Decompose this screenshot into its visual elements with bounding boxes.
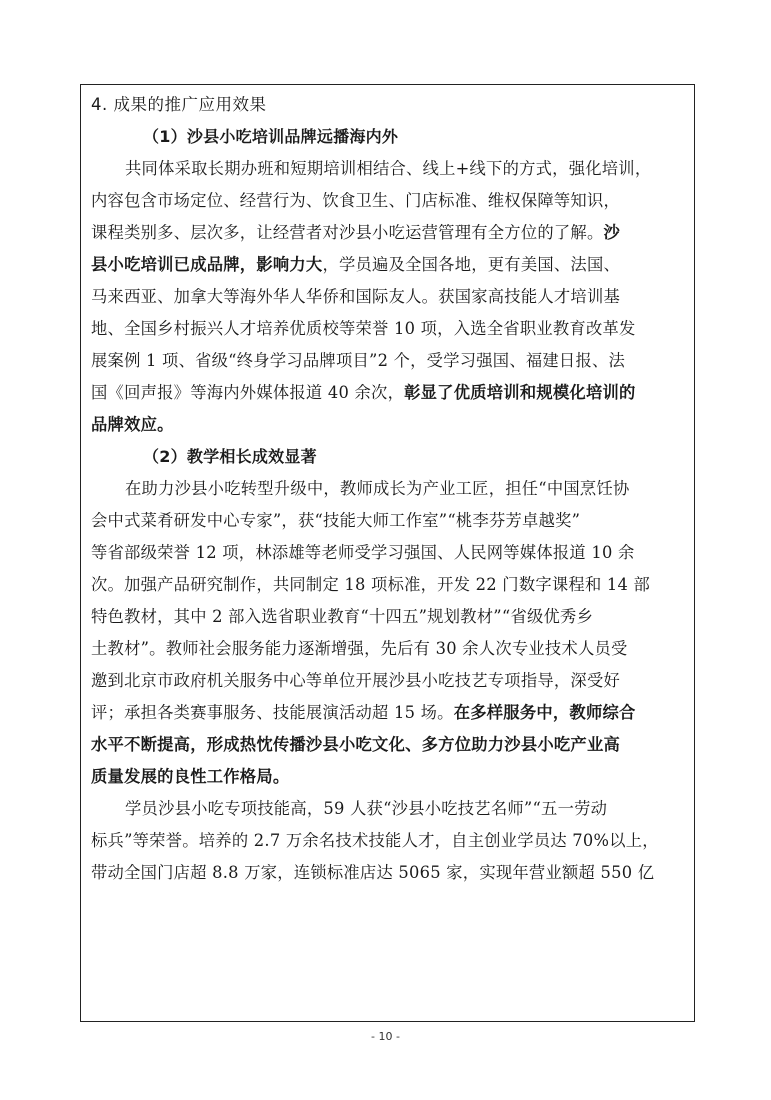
text-line: [91, 793, 681, 825]
subsection-heading-1: （1）沙县小吃培训品牌远播海内外: [143, 127, 399, 146]
text-run: 特色教材，其中 2 部入选省职业教育“十四五”规划教材”“省级优秀乡: [91, 607, 594, 626]
text-run: 展案例 1 项、省级“终身学习品牌项目”2 个，受学习强国、福建日报、法: [91, 351, 626, 370]
paragraph-1: [91, 153, 681, 441]
text-line: [91, 153, 681, 185]
paragraph-2: [91, 473, 681, 793]
text-run: 会中式菜肴研发中心专家”，获“技能大师工作室”“桃李芬芳卓越奖”: [91, 511, 581, 530]
text-line: [91, 633, 681, 665]
text-line: [91, 409, 681, 441]
text-line: [91, 505, 681, 537]
bold-text-run: 彰显了优质培训和规模化培训的: [404, 383, 636, 402]
text-run: 课程类别多、层次多，让经营者对沙县小吃运营管理有全方位的了解。: [91, 223, 604, 242]
text-line: [91, 601, 681, 633]
text-line: [91, 665, 681, 697]
text-line: [91, 825, 681, 857]
text-run: 土教材”。教师社会服务能力逐渐增强，先后有 30 余人次专业技术人员受: [91, 639, 628, 658]
text-line: [91, 313, 681, 345]
text-run: 带动全国门店超 8.8 万家，连锁标准店达 5065 家，实现年营业额超 550 亿: [91, 863, 655, 882]
text-line: [91, 761, 681, 793]
text-run: 学员沙县小吃专项技能高，59 人获“沙县小吃技艺名师”“五一劳动: [125, 799, 608, 818]
text-run: 马来西亚、加拿大等海外华人华侨和国际友人。获国家高技能人才培训基: [91, 287, 621, 306]
text-line: [91, 473, 681, 505]
bold-text-run: 在多样服务中，教师综合: [453, 703, 636, 722]
frame-content: [91, 89, 681, 889]
text-run: 国《回声报》等海内外媒体报道 40 余次，: [91, 383, 405, 402]
text-run: 共同体采取长期办班和短期培训相结合、线上+线下的方式，强化培训，: [125, 159, 652, 178]
text-line: [91, 697, 681, 729]
bold-text-run: 县小吃培训已成品牌，影响力大: [91, 255, 323, 274]
text-line: [91, 569, 681, 601]
text-line: [91, 281, 681, 313]
text-run: 在助力沙县小吃转型升级中，教师成长为产业工匠，担任“中国烹饪协: [125, 479, 630, 498]
text-line: [91, 537, 681, 569]
bold-text-run: 质量发展的良性工作格局。: [91, 767, 290, 786]
text-line: [91, 249, 681, 281]
text-run: 内容包含市场定位、经营行为、饮食卫生、门店标准、维权保障等知识，: [91, 191, 621, 210]
bordered-text-frame: [80, 84, 695, 1022]
text-line: [91, 345, 681, 377]
text-line: [91, 185, 681, 217]
section-heading: 4. 成果的推广应用效果: [91, 95, 267, 114]
text-run: 标兵”等荣誉。培养的 2.7 万余名技术技能人才，自主创业学员达 70%以上，: [91, 831, 659, 850]
subsection-heading-2: （2）教学相长成效显著: [143, 447, 317, 466]
text-run: 邀到北京市政府机关服务中心等单位开展沙县小吃技艺专项指导，深受好: [91, 671, 621, 690]
text-run: 评；承担各类赛事服务、技能展演活动超 15 场。: [91, 703, 454, 722]
paragraph-3: [91, 793, 681, 889]
text-run: 等省部级荣誉 12 项，林添雄等老师受学习强国、人民网等媒体报道 10 余: [91, 543, 635, 562]
bold-text-run: 沙: [603, 223, 621, 242]
bold-text-run: 品牌效应。: [91, 415, 174, 434]
text-run: 地、全国乡村振兴人才培养优质校等荣誉 10 项，入选全省职业教育改革发: [91, 319, 636, 338]
page-number: - 10 -: [371, 1030, 400, 1043]
text-run: ，学员遍及全国各地，更有美国、法国、: [322, 255, 621, 274]
text-line: [91, 857, 681, 889]
bold-text-run: 水平不断提高，形成热忱传播沙县小吃文化、多方位助力沙县小吃产业高: [91, 735, 621, 754]
text-line: [91, 377, 681, 409]
text-run: 次。加强产品研究制作，共同制定 18 项标准，开发 22 门数字课程和 14 部: [91, 575, 651, 594]
text-line: [91, 217, 681, 249]
text-line: [91, 729, 681, 761]
